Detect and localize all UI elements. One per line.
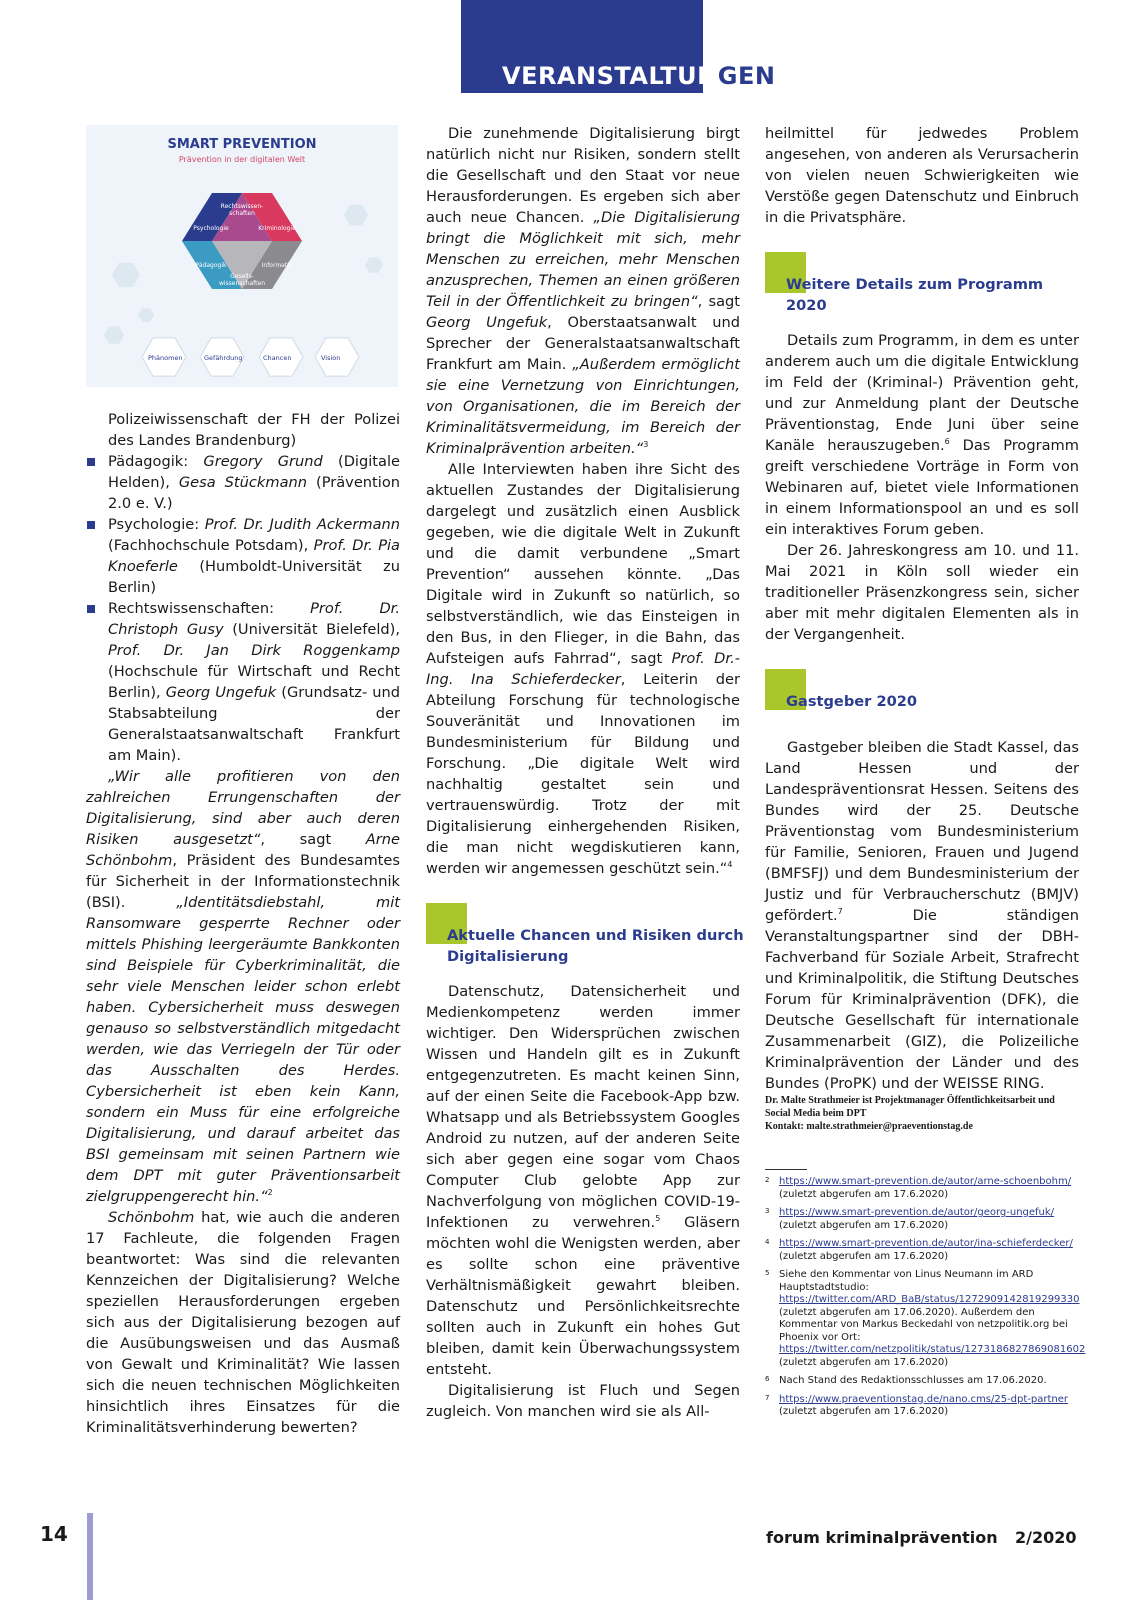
contact-note: Kontakt: malte.strathmeier@praeventionstag.de: [765, 1121, 973, 1132]
footer-bar: [87, 1513, 93, 1600]
figure-bottom-label: Phänomen: [148, 354, 183, 362]
section-title: VERANSTALTUNGEN: [502, 62, 776, 90]
paragraph: Alle Interviewten haben ihre Sicht des aktuellen Zustandes der Digitalisierung dargelegt und zusätzlich einen Ausblick gegeben, wie die digitale Welt in Zukunft und die damit verbundene „Smart Prevention“ aussehen könnte. „Das Digitale wird in Zukunft so natürlich, so selbstverständlich, wie das Einsteigen in den Bus, in den Flieger, in die Bahn, das Aufsteigen aufs Fahrrad“, sagt Prof. Dr.-Ing. Ina Schieferdecker, Leiterin der Abteilung Forschung für technologische Souveränität und Innovationen im Bundesministerium für Bildung und Forschung. „Die digitale Welt wird nachhaltig gestaltet sein und vertrauenswürdig. Trotz der mit Digitalisierung einhergehenden Risiken, die man nicht wegdiskutieren kann, werden wir angemessen geschützt sein.“$^4$: [426, 461, 740, 877]
figure-bottom-label: Vision: [321, 354, 341, 362]
paragraph: Der 26. Jahreskongress am 10. und 11. Mai 2021 in Köln soll wieder ein traditioneller Präsenzkongress sein, sicher aber mit mehr digitalen Elementen als in der Vergangenheit.: [765, 542, 1079, 643]
label-informatik: Informatik: [261, 262, 293, 269]
issue-number: 2/2020: [1015, 1528, 1077, 1547]
magazine-name: forum kriminalprävention: [766, 1528, 998, 1547]
footnote: 5 Siehe den Kommentar von Linus Neumann im ARD Hauptstadtstudio: https://twitter.com/ARD_BaB/status/1272909142819299330 (zuletzt abgerufen am 17.06.2020). Außerdem den Kommentar von Markus Beckedahl von netzpolitik.org bei Phoenix vor Ort: https://twitter.com/netzpolitik/status/1273186827869081602 (zuletzt abgerufen am 17.6.2020): [765, 1269, 1086, 1368]
label-rechtswissenschaften: Rechtswissen-schaften: [220, 203, 264, 217]
footnote-link[interactable]: https://twitter.com/ARD_BaB/status/1272909142819299330: [779, 1294, 1080, 1305]
paragraph: Datenschutz, Datensicherheit und Medienkompetenz werden immer wichtiger. Den Widersprüchen zwischen Wissen und Handeln gilt es in Zukunft entgegenzutreten. Es macht keinen Sinn, auf der einen Seite die Facebook-App bzw. Whatsapp und als Betriebssystem Googles Android zu nutzen, auf der anderen Seite sich aber gegen eine sogar vom Chaos Computer Club gelobte App zur Nachverfolgung von möglichen COVID-19-Infektionen zu verwehren.$^5$ Gläsern möchten wohl die Wenigsten werden, aber es sollte schon eine präventive Verhältnismäßigkeit gewahrt bleiben. Datenschutz und Persönlichkeitsrechte sollten auch in Zukunft ein hohes Gut bleiben, damit kein Überwachungssystem entsteht.: [426, 983, 740, 1378]
footnote-link[interactable]: https://www.smart-prevention.de/autor/arne-schoenbohm/: [779, 1176, 1072, 1187]
decorative-hexagon: [112, 263, 140, 287]
footnote-link[interactable]: https://www.praeventionstag.de/nano.cms/25-dpt-partner: [779, 1393, 1069, 1405]
paragraph: Schönbohm hat, wie auch die anderen 17 Fachleute, die folgenden Fragen beantwortet: Was sind die relevanten Kennzeichen der Digitalisierung? Welche speziellen Herausforderungen ergeben sich aus der Digitalisierung bezogen auf die Ausübungsweisen und das Ausmaß von Gewalt und Kriminalität? Wie lassen sich die neuen technischen Möglichkeiten hinsichtlich ihres Einsatzes für die Kriminalitätsverhinderung bewerten?: [86, 1209, 400, 1436]
heading-text: Aktuelle Chancen und Risiken durch Digitalisierung: [447, 927, 744, 965]
list-item: Pädagogik: Gregory Grund (Digitale Helden), Gesa Stückmann (Prävention 2.0 e. V.): [86, 451, 400, 514]
footnote: 4 https://www.smart-prevention.de/autor/ina-schieferdecker/ (zuletzt abgerufen am 17.6.2020): [765, 1238, 1073, 1262]
column-2: [426, 123, 744, 1422]
decorative-hexagon: [365, 257, 383, 273]
paragraph: Gastgeber bleiben die Stadt Kassel, das Land Hessen und der Landespräventionsrat Hessen. Seitens des Bundes wird der 25. Deutsche Präventionstag vom Bundesministerium für Familie, Senioren, Frauen und Jugend (BMFSFJ) und dem Bundesministerium der Justiz und für Verbraucherschutz (BMJV) gefördert.$^7$ Die ständigen Veranstaltungspartner sind der DBH-Fachverband für Soziale Arbeit, Strafrecht und Kriminalpolitik, die Stiftung Deutsches Forum für Kriminalprävention (DFK), die Deutsche Gesellschaft für internationale Zusammenarbeit (GIZ), die Polizeiliche Kriminalprävention der Länder und des Bundes (ProPK) und der WEISSE RING.: [765, 739, 1079, 1092]
figure-graphic: [86, 125, 398, 387]
footnote-link[interactable]: https://www.smart-prevention.de/autor/ina-schieferdecker/: [779, 1238, 1073, 1249]
bullet-continuation: Polizeiwissenschaft der FH der Polizei des Landes Brandenburg): [108, 411, 400, 449]
paragraph: Die zunehmende Digitalisierung birgt natürlich nicht nur Risiken, sondern stellt die Gesellschaft und den Staat vor neue Herausforderungen. Es ergeben sich aber auch neue Chancen. „Die Digitalisierung bringt die Möglichkeit mit sich, mehr Menschen zu erreichen, mehr Menschen anzusprechen, Themen an einen größeren Teil in der Öffentlichkeit zu bringen“, sagt Georg Ungefuk, Oberstaatsanwalt und Sprecher der Generalstaatsanwaltschaft Frankfurt am Main. „Außerdem ermöglicht sie eine Vernetzung von Einrichtungen, von Organisationen, die im Bereich der Kriminalitätsvermeidung, im Bereich der Kriminalprävention arbeiten.“$^3$: [426, 125, 741, 457]
decorative-hexagon: [104, 326, 124, 343]
label-gesellschaft: Gesells-wissenschaften: [218, 273, 266, 287]
footnote-link[interactable]: https://twitter.com/netzpolitik/status/1273186827869081602: [779, 1344, 1086, 1355]
list-item: Psychologie: Prof. Dr. Judith Ackermann (Fachhochschule Potsdam), Prof. Dr. Pia Knoeferle (Humboldt-Universität zu Berlin): [86, 514, 400, 598]
figure-bottom-label: Gefährdung: [204, 354, 243, 362]
footnote-link[interactable]: https://www.smart-prevention.de/autor/georg-ungefuk/: [779, 1207, 1055, 1218]
footnote: 2 https://www.smart-prevention.de/autor/arne-schoenbohm/ (zuletzt abgerufen am 17.6.2020): [765, 1176, 1072, 1200]
section-heading: [765, 669, 1079, 723]
figure-bottom-label: Chancen: [263, 354, 292, 362]
paragraph: Digitalisierung ist Fluch und Segen zugleich. Von manchen wird sie als All-: [426, 1382, 740, 1420]
list-item: Rechtswissenschaften: Prof. Dr. Christoph Gusy (Universität Bielefeld), Prof. Dr. Jan Dirk Roggenkamp (Hochschule für Wirtschaft und Recht Berlin), Georg Ungefuk (Grundsatz- und Stabsabteilung der Generalstaatsanwaltschaft Frankfurt am Main).: [86, 598, 400, 766]
section-heading: [765, 252, 1079, 316]
label-paedagogik: Pädagogik: [195, 262, 227, 269]
author-note: Dr. Malte Strathmeier ist Projektmanager Öffentlichkeitsarbeit und Social Media beim DPT: [765, 1095, 1055, 1119]
expert-list: [86, 451, 400, 766]
paragraph: heilmittel für jedwedes Problem angesehen, von anderen als Verursacherin von vielen neuen Schwierigkeiten wie Verstöße gegen Datenschutz und Einbruch in die Privatsphäre.: [765, 125, 1079, 226]
figure-subtitle: Prävention in der digitalen Welt: [178, 155, 306, 164]
figure-title: SMART PREVENTION: [167, 137, 317, 152]
footnote: 6 Nach Stand des Redaktionsschlusses am 17.06.2020.: [765, 1375, 1047, 1386]
label-kriminologie: Kriminologie: [258, 225, 296, 232]
column-1: [86, 409, 400, 1438]
decorative-hexagon: [138, 308, 154, 322]
heading-text: Weitere Details zum Programm 2020: [786, 276, 1044, 314]
heading-text: Gastgeber 2020: [786, 693, 918, 710]
footnote: 7 https://www.praeventionstag.de/nano.cms/25-dpt-partner (zuletzt abgerufen am 17.6.2020): [765, 1393, 1069, 1417]
footnote: 3 https://www.smart-prevention.de/autor/georg-ungefuk/ (zuletzt abgerufen am 17.6.2020): [765, 1207, 1055, 1231]
decorative-hexagon: [344, 205, 368, 226]
smart-prevention-figure: [86, 125, 398, 387]
page-number: 14: [40, 1522, 68, 1546]
paragraph: „Wir alle profitieren von den zahlreichen Errungenschaften der Digitalisierung, sind aber auch deren Risiken ausgesetzt“, sagt Arne Schönbohm, Präsident des Bundesamtes für Sicherheit in der Informationstechnik (BSI). „Identitätsdiebstahl, mit Ransomware gesperrte Rechner oder mittels Phishing leergeräumte Bankkonten sind Beispiele für Cyberkriminalität, die sehr viele Menschen leider schon erlebt haben. Cybersicherheit muss deswegen genauso so selbstverständlich mitgedacht werden, wie das Verriegeln der Tür oder das Ausschalten des Herdes. Cybersicherheit ist eben kein Kann, sondern ein Muss für eine erfolgreiche Digitalisierung, und darauf arbeitet das BSI gemeinsam mit seinen Partnern wie dem DPT mit guter Präventionsarbeit zielgruppengerecht hin.“$^2$: [86, 768, 400, 1205]
footnote-divider: [765, 1169, 807, 1170]
section-heading: [426, 903, 744, 967]
column-3: [765, 123, 1086, 1425]
label-psychologie: Psychologie: [193, 225, 229, 232]
paragraph: Details zum Programm, in dem es unter anderem auch um die digitale Entwicklung im Feld der (Kriminal-) Prävention geht, und zur Anmeldung plant der Deutsche Präventionstag, Ende Juni über seine Kanäle herauszugeben.$^6$ Das Programm greift verschiedene Vorträge in Form von Webinaren auf, bietet viele Informationen in einem Informationspool an und es soll ein interaktives Forum geben.: [765, 332, 1079, 538]
